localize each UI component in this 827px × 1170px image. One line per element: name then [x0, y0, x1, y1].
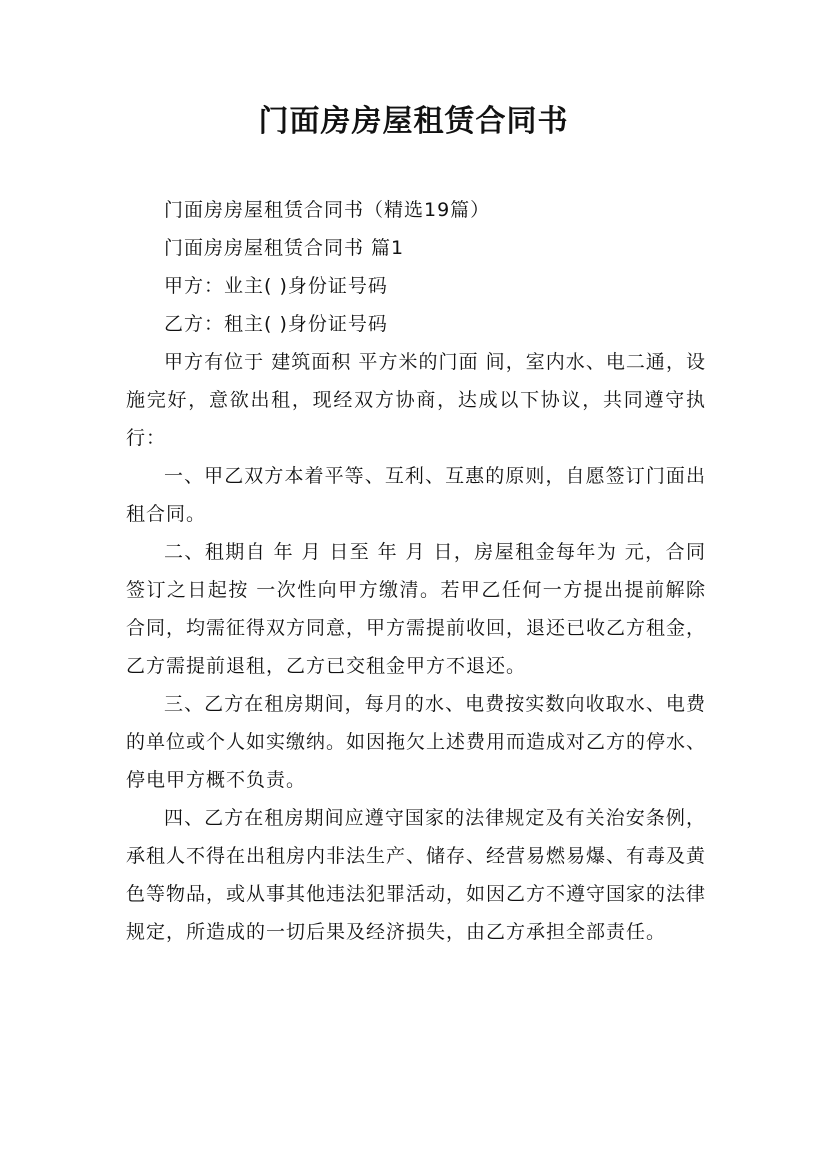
paragraph-party-a: 甲方：业主( )身份证号码 [164, 275, 388, 297]
paragraph-intro: 甲方有位于 建筑面积 平方米的门面 间，室内水、电二通，设施完好，意欲出租，现经双方协商，达成以下协议，共同遵守执行： [126, 351, 706, 449]
document-body [126, 191, 706, 951]
document-title: 门面房房屋租赁合同书 [258, 104, 569, 139]
paragraph-section-heading: 门面房房屋租赁合同书 篇1 [164, 237, 405, 259]
paragraph-party-b: 乙方：租主( )身份证号码 [164, 313, 388, 335]
paragraph-clause-1: 一、甲乙双方本着平等、互利、互惠的原则，自愿签订门面出租合同。 [126, 465, 706, 525]
paragraph-clause-4: 四、乙方在租房期间应遵守国家的法律规定及有关治安条例，承租人不得在出租房内非法生产、储存、经营易燃易爆、有毒及黄色等物品，或从事其他违法犯罪活动，如因乙方不遵守国家的法律规定，所造成的一切后果及经济损失，由乙方承担全部责任。 [126, 807, 707, 943]
paragraph-clause-3: 三、乙方在租房期间，每月的水、电费按实数向收取水、电费的单位或个人如实缴纳。如因拖欠上述费用而造成对乙方的停水、停电甲方概不负责。 [126, 693, 707, 791]
paragraph-clause-2: 二、租期自 年 月 日至 年 月 日，房屋租金每年为 元，合同签订之日起按 一次性向甲方缴清。若甲乙任何一方提出提前解除合同，均需征得双方同意，甲方需提前收回，退还已收乙方租金，乙方需提前退租，乙方已交租金甲方不退还。 [126, 541, 707, 677]
paragraph-subtitle: 门面房房屋租赁合同书（精选19篇） [164, 199, 491, 221]
